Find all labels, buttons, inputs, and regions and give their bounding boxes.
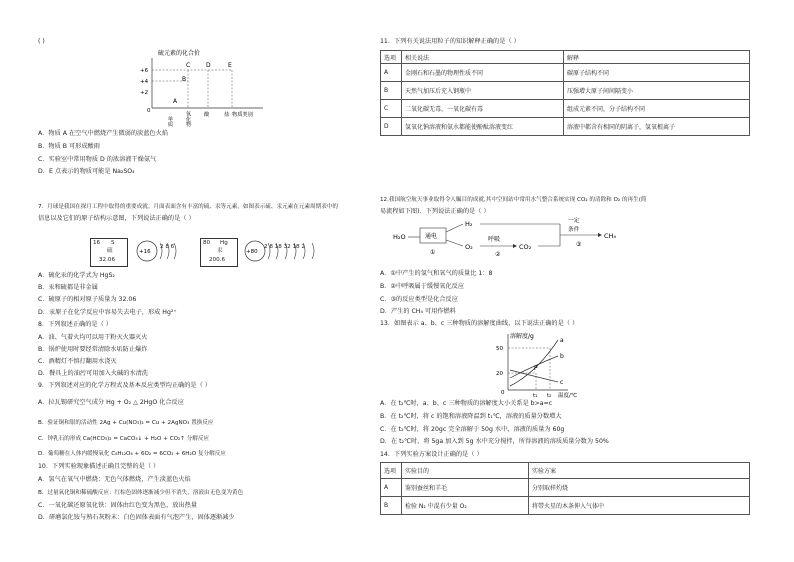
q12-option-c: C．③的反应类型是化合反应 xyxy=(380,296,458,303)
question-paren: ( ) xyxy=(38,38,45,45)
q7-stem-line1: 7．月球是我国在探月工程中取得的重要成就。月面表面含有丰富的硫、汞等元素，如图表示硫、汞元素在元素周期表中的 xyxy=(38,204,339,210)
sulfur-nucleus: +16 xyxy=(139,249,151,255)
q6-option-b: B．物质 B 可形成酸雨 xyxy=(38,143,100,150)
point-E: E xyxy=(228,62,232,69)
solubility-chart xyxy=(488,328,598,400)
mercury-name: 汞 xyxy=(217,248,223,254)
q11-row-d-option: D xyxy=(381,118,402,136)
q11-row-d-explanation: 溶液中都含有相同的阴离子，氢氧根离子 xyxy=(564,118,750,136)
flow-step3: ③ xyxy=(576,241,582,248)
q11-row-c-option: C xyxy=(381,100,402,118)
curve-b-label: b xyxy=(560,353,564,360)
flow-condition-1: 一定 xyxy=(568,218,580,224)
q11-row-b-option: B xyxy=(381,82,402,100)
q7-stem-line2: 信息以及它们的原子结构示意图，下列说法正确的是（ ） xyxy=(38,215,195,222)
q11-header-statement: 相关说法 xyxy=(402,51,564,64)
q13-option-a: A．在 t₂℃时，a、b、c 三种物质的溶解度大小关系是 b>a=c xyxy=(380,400,553,407)
q8-stem: 8．下列叙述正确的是（ ） xyxy=(38,321,112,328)
q10-option-c: C．一氧化碳还原氧化铁：固体由红色变为黑色，放出热量 xyxy=(38,502,198,509)
q6-option-d: D．E 点表示的物质可能是 Na₂SO₄ xyxy=(38,168,135,175)
sulfur-atom-diagram xyxy=(134,238,184,266)
ytick-p6: +6 xyxy=(140,68,149,74)
flow-breathing: 呼吸 xyxy=(488,236,501,243)
q11-row-a-statement: 金刚石和石墨的物理性质不同 xyxy=(402,64,564,82)
q9-option-b: B．验证铜和银的活动性 2Ag + Cu(NO₃)₂ = Cu + 2AgNO₃ 置换反应 xyxy=(38,420,214,426)
ytick-p2: +2 xyxy=(140,90,149,96)
q12-stem-line2: 易流程如下图)．下列说法正确的是（ ） xyxy=(380,208,490,215)
q7-option-c: C．硫原子的相对原子质量为 32.06 xyxy=(38,296,137,303)
q11-header-option: 选项 xyxy=(381,51,402,64)
q12-option-a: A．①中产生的氢气和氧气的质量比 1：8 xyxy=(380,270,493,277)
mercury-element-cell xyxy=(200,238,238,267)
q12-option-b: B．②中呼吸属于缓慢氧化反应 xyxy=(380,283,465,290)
q10-option-d: D．研磨氯化铵与熟石灰粉末：白色固体表面有气泡产生，固体逐渐减少 xyxy=(38,514,235,521)
q13-option-d: D．在 t₂℃时，将 5ga 加入到 5g 水中充分搅拌，所得溶液的溶质质量分数为 50% xyxy=(380,438,609,445)
q13-option-b: B．在 t₂℃时，将 c 的饱和溶液降温到 t₁℃，溶液的质量分数增大 xyxy=(380,413,562,420)
q8-option-d: D．餐具上的油污可用加入火碱的水清洗 xyxy=(38,370,148,377)
flow-co2: CO₂ xyxy=(519,243,532,251)
q7-option-b: B．汞和硫都是非金属 xyxy=(38,284,98,291)
q12-flow-diagram xyxy=(388,216,638,266)
q12-stem-line1: 12.我国航空航天事业取得令人瞩目的成就,其中空间站中常用水气整合系统实现 CO₂ 的清除和 O₂ 的再生(简 xyxy=(380,197,647,203)
q14-stem: 14．下列实验方案设计正确的是（ ） xyxy=(380,451,483,458)
xtick-t1: t₁ xyxy=(533,393,538,399)
sulfur-number: 16 xyxy=(93,240,101,246)
point-C: C xyxy=(186,62,191,69)
q9-option-d: D．葡萄糖在人体内缓慢氧化 C₆H₁₂O₆ + 6O₂ = 6CO₂ + 6H₂O 复分解反应 xyxy=(38,451,226,457)
flow-step2: ② xyxy=(495,251,501,258)
flow-h2o: H₂O xyxy=(393,233,406,241)
q12-option-d: D．产生的 CH₄ 可用作燃料 xyxy=(380,308,456,315)
q14-header-plan: 实验方案 xyxy=(529,463,750,479)
q11-row-b-explanation: 压强增大原子间间隔变小 xyxy=(564,82,750,100)
point-D: D xyxy=(206,62,211,69)
ytick-50: 50 xyxy=(496,346,503,352)
q13-stem: 13．如图表示 a、b、c 三种物质的溶解度曲线，以下说法正确的是（ ） xyxy=(380,320,579,327)
graph1-ylabel: 硫元素的化合价 xyxy=(158,50,201,57)
mercury-number: 80 xyxy=(203,240,211,246)
q11-row-a-option: A xyxy=(381,64,402,82)
q11-row-a-explanation: 碳原子结构不同 xyxy=(564,64,750,82)
q11-row-d-statement: 氢氧化钠溶液和氨水都能使酚酞溶液变红 xyxy=(402,118,564,136)
q14-header-option: 选项 xyxy=(381,463,402,479)
ytick-zero: 0 xyxy=(501,390,505,396)
q10-option-b: B．过量氧化铜和稀硫酸反应：红棕色固体逐渐减少但不消失，溶液由无色变为黄色 xyxy=(38,490,244,496)
q11-table xyxy=(380,50,750,136)
sulfur-shells: 2 8 6 xyxy=(160,244,175,250)
q13-option-c: C．在 t₂℃时，将 20gc 完全溶解于 50g 水中，溶液的质量为 60g xyxy=(380,426,565,433)
xcat-element: 单质 xyxy=(167,116,173,127)
graph1-xlabel: 物质类别 xyxy=(232,112,253,118)
q11-row-c-statement: 二氧化碳无毒，一氧化碳有毒 xyxy=(402,100,564,118)
q14-row-a-plan: 分别取样灼烧 xyxy=(529,479,750,497)
q6-option-a: A．物质 A 在空气中燃烧产生微弱的淡蓝色火焰 xyxy=(38,130,168,137)
q7-option-d: D．汞原子在化学反应中容易失去电子，形成 Hg²⁺ xyxy=(38,309,177,316)
mercury-nucleus: +80 xyxy=(246,249,258,255)
xcat-acid: 酸 xyxy=(204,112,210,118)
q14-row-b-purpose: 检验 N₂ 中混有少量 O₂ xyxy=(402,497,529,515)
q8-option-b: B．锅炉使用时要经常清除水垢防止爆炸 xyxy=(38,346,148,353)
flow-electrolysis: 通电 xyxy=(425,233,438,240)
q14-row-a-option: A xyxy=(381,479,402,497)
point-A: A xyxy=(173,98,178,105)
xtick-t2: t₂ xyxy=(547,393,552,399)
q8-option-c: C．酒精灯不慎打翻用水浇灭 xyxy=(38,358,117,365)
q6-option-c: C．实验室中常用物质 D 的浓溶液干燥氨气 xyxy=(38,156,157,163)
mercury-symbol: Hg xyxy=(220,240,228,246)
flow-ch4: CH₄ xyxy=(604,232,617,240)
q9-stem: 9．下列叙述对应的化学方程式及基本反应类型均正确的是（ ） xyxy=(38,382,211,389)
point-p-label: P xyxy=(534,365,538,372)
q14-row-b-option: B xyxy=(381,497,402,515)
q14-header-purpose: 实验目的 xyxy=(402,463,529,479)
mercury-mass: 200.6 xyxy=(209,257,226,263)
graph3-xlabel: 温度/℃ xyxy=(558,393,578,399)
sulfur-valence-chart xyxy=(128,48,278,130)
flow-step1: ① xyxy=(430,249,436,256)
curve-a-label: a xyxy=(560,337,564,344)
graph3-ylabel: 溶解度/g xyxy=(510,333,534,340)
q8-option-a: A．油、气着火均可以用干粉灭火器灭火 xyxy=(38,334,148,341)
q11-stem: 11．下列有关说法用粒子的知识解释正确的是（ ） xyxy=(380,38,520,45)
q10-stem: 10．下列实验现象描述正确且完整的是（ ） xyxy=(38,463,160,470)
flow-o2: O₂ xyxy=(465,243,473,251)
q10-option-a: A．氢气在氧气中燃烧：无色气体燃烧，产生淡蓝色火焰 xyxy=(38,476,191,483)
q7-option-a: A．硫化汞的化学式为 HgS₂ xyxy=(38,272,115,279)
sulfur-element-cell xyxy=(90,238,128,267)
xcat-oxide: 氧化物 xyxy=(185,111,191,127)
q14-row-a-purpose: 鉴别蚕丝和羊毛 xyxy=(402,479,529,497)
ytick-0: 0 xyxy=(147,108,151,114)
flow-h2: H₂ xyxy=(465,220,473,228)
q9-option-c: C．钟乳石的形成 Ca(HCO₃)₂ = CaCO₃↓ + H₂O + CO₂↑ 分解反应 xyxy=(38,436,210,442)
q14-row-b-plan: 将带火星的木条伸入气体中 xyxy=(529,497,750,515)
flow-condition-2: 条件 xyxy=(568,227,580,233)
q11-row-b-statement: 天然气加压后充入钢瓶中 xyxy=(402,82,564,100)
sulfur-mass: 32.06 xyxy=(99,257,116,263)
mercury-shells: 2 8 18 32 18 2 xyxy=(264,244,305,250)
ytick-20: 20 xyxy=(496,371,503,377)
sulfur-name: 硫 xyxy=(107,248,113,254)
q11-row-c-explanation: 组成元素不同，分子结构不同 xyxy=(564,100,750,118)
q9-option-a: A．拉瓦锡研究空气成分 Hg + O₂ △ 2HgO 化合反应 xyxy=(38,399,184,406)
point-B: B xyxy=(182,76,187,83)
q11-header-explanation: 解释 xyxy=(564,51,750,64)
curve-c-label: c xyxy=(560,379,564,386)
q14-table xyxy=(380,462,750,515)
sulfur-symbol: S xyxy=(111,240,115,246)
ytick-p4: +4 xyxy=(140,79,149,85)
xcat-salt: 盐 xyxy=(224,112,230,118)
